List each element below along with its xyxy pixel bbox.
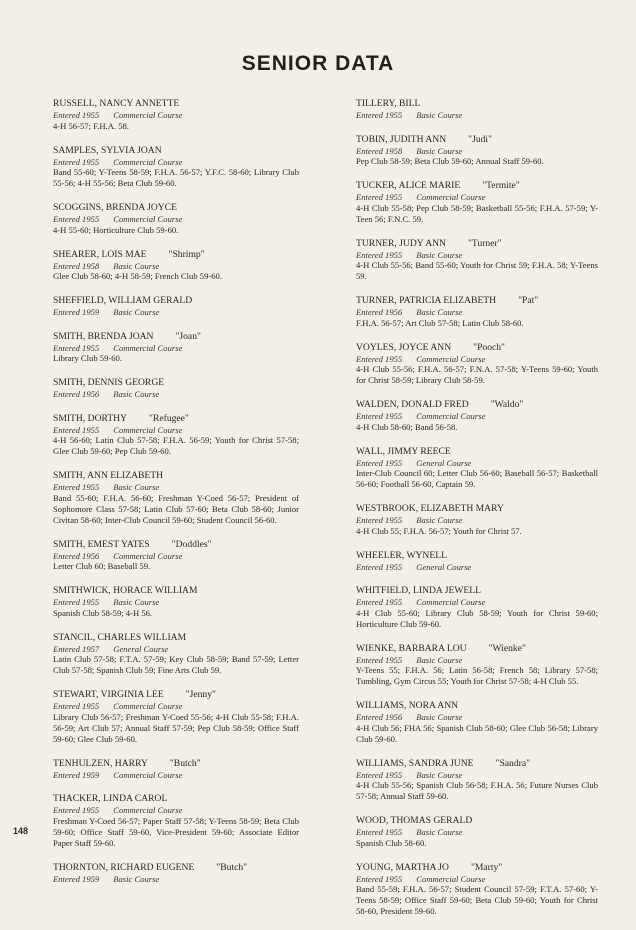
- senior-name: SCOGGINS, BRENDA JOYCE: [53, 202, 177, 213]
- entered-year: Entered 1955: [356, 457, 403, 468]
- senior-nickname: "Butch": [216, 861, 248, 873]
- senior-name-line: [356, 180, 598, 192]
- course-type: Basic Course: [416, 515, 463, 525]
- senior-name: TENHULZEN, HARRY: [53, 757, 148, 769]
- senior-activities: Library Club 59-60.: [53, 353, 122, 363]
- senior-nickname: "Shrimp": [168, 248, 205, 260]
- course-type: Basic Course: [113, 873, 160, 884]
- senior-enrollment: [53, 597, 299, 608]
- senior-name: TURNER, PATRICIA ELIZABETH: [356, 295, 497, 306]
- senior-name-line: [53, 249, 299, 261]
- senior-entry: [53, 862, 299, 885]
- senior-enrollment: [53, 389, 299, 400]
- course-type: Basic Course: [416, 827, 463, 837]
- senior-name-line: [356, 238, 598, 250]
- senior-enrollment: [356, 250, 598, 261]
- entered-year: Entered 1955: [356, 353, 403, 364]
- senior-enrollment: [356, 712, 598, 723]
- entered-year: Entered 1955: [53, 424, 100, 435]
- senior-name: WIENKE, BARBARA LOU: [356, 642, 467, 654]
- senior-enrollment: [53, 157, 299, 168]
- senior-entry: [356, 862, 598, 918]
- entered-year: Entered 1955: [356, 411, 403, 421]
- entered-year: Entered 1955: [53, 597, 100, 607]
- senior-name: SMITH, EMEST YATES: [53, 538, 150, 550]
- senior-activities: Band 55-59; F.H.A. 56-57; Student Council 57-59; F.T.A. 57-60; Y-Teens 58-59; Office Staff 59-60; Beta Club 59-60; Youth for Christ 58-60, President 59-60.: [356, 884, 598, 916]
- senior-name-line: [356, 295, 598, 307]
- entered-year: Entered 1959: [53, 307, 100, 317]
- senior-entry: [53, 413, 299, 458]
- page-number: 148: [13, 826, 29, 836]
- senior-entry: [53, 331, 299, 365]
- senior-entry: [356, 342, 598, 387]
- right-column: [356, 98, 598, 930]
- senior-name: SMITH, DENNIS GEORGE: [53, 377, 165, 388]
- senior-nickname: "Waldo": [490, 399, 524, 410]
- senior-name: THACKER, LINDA CAROL: [53, 793, 168, 804]
- senior-name: WALDEN, DONALD FRED: [356, 399, 469, 410]
- course-type: Commercial Course: [113, 342, 183, 353]
- senior-name: WESTBROOK, ELIZABETH MARY: [356, 503, 504, 514]
- senior-activities: Letter Club 60; Baseball 59.: [53, 561, 151, 571]
- course-type: Commercial Course: [416, 192, 486, 202]
- senior-activities: F.H.A. 56-57; Art Club 57-58; Latin Club 58-60.: [356, 317, 524, 328]
- course-type: Commercial Course: [416, 411, 486, 421]
- senior-entry: [53, 377, 299, 400]
- course-type: Basic Course: [416, 249, 463, 260]
- senior-enrollment: [356, 515, 598, 526]
- senior-entry: [356, 815, 598, 849]
- senior-name: WHEELER, WYNELL: [356, 549, 447, 561]
- senior-activities: 4-H 56-60; Latin Club 57-58; F.H.A. 56-59; Youth for Christ 57-58; Glee Club 59-60; Pep Club 59-60.: [53, 435, 299, 456]
- senior-name-line: [53, 585, 299, 597]
- senior-entry: [53, 470, 299, 526]
- senior-name-line: [53, 862, 299, 874]
- senior-activities: 4-H Club 56; FHA 56; Spanish Club 58-60; Glee Club 56-58; Library Club 59-60.: [356, 722, 598, 744]
- senior-enrollment: [53, 644, 299, 655]
- entered-year: Entered 1955: [53, 805, 100, 815]
- senior-entry: [356, 758, 598, 803]
- entered-year: Entered 1955: [356, 249, 403, 260]
- course-type: Basic Course: [416, 145, 463, 156]
- senior-entry: [356, 503, 598, 537]
- senior-name-line: [53, 295, 299, 307]
- senior-name-line: [53, 145, 299, 157]
- senior-name: WALL, JIMMY REECE: [356, 445, 451, 457]
- senior-enrollment: [53, 770, 299, 781]
- senior-name-line: [356, 399, 598, 411]
- senior-enrollment: [356, 192, 598, 203]
- senior-activities: 4-H 56-57; F.H.A. 58.: [53, 120, 129, 131]
- course-type: General Course: [113, 643, 169, 654]
- senior-entry: [53, 539, 299, 573]
- senior-activities: 4-H Club 58-60; Band 56-58.: [356, 421, 458, 432]
- entered-year: Entered 1958: [356, 145, 403, 156]
- course-type: Commercial Course: [113, 550, 183, 561]
- senior-enrollment: [356, 562, 598, 573]
- senior-name-line: [356, 862, 598, 874]
- senior-nickname: "Wienke": [488, 642, 526, 654]
- senior-activities: Latin Club 57-58; F.T.A. 57-59; Key Club 58-59; Band 57-59; Letter Club 57-58; Spanish Club 59; Fine Arts Club 59.: [53, 654, 299, 675]
- senior-activities: 4-H Club 55; F.H.A. 56-57; Youth for Christ 57.: [356, 525, 522, 536]
- senior-name: YOUNG, MARTHA JO: [356, 861, 449, 873]
- senior-name-line: [53, 413, 299, 425]
- senior-entry: [356, 550, 598, 573]
- senior-nickname: "Turner": [468, 237, 502, 249]
- course-type: Commercial Course: [416, 873, 486, 884]
- senior-name-line: [356, 758, 598, 770]
- senior-entry: [53, 249, 299, 283]
- senior-name-line: [53, 377, 299, 389]
- senior-name-line: [53, 331, 299, 343]
- senior-name: THORNTON, RICHARD EUGENE: [53, 861, 195, 873]
- entered-year: Entered 1955: [356, 192, 403, 202]
- senior-nickname: "Pat": [518, 295, 539, 306]
- senior-entry: [356, 134, 598, 168]
- entered-year: Entered 1955: [356, 873, 403, 884]
- senior-name: WHITFIELD, LINDA JEWELL: [356, 585, 481, 596]
- entered-year: Entered 1955: [356, 654, 403, 665]
- senior-name: WILLIAMS, SANDRA JUNE: [356, 757, 474, 769]
- senior-name-line: [53, 793, 299, 805]
- senior-name-line: [53, 98, 299, 110]
- senior-name: TUCKER, ALICE MARIE: [356, 180, 461, 191]
- senior-activities: 4-H Club 55-56; Spanish Club 56-58; F.H.A. 56; Future Nurses Club 57-58; Annual Staff 59-60.: [356, 780, 598, 801]
- senior-enrollment: [53, 214, 299, 225]
- senior-name-line: [356, 700, 598, 712]
- entered-year: Entered 1956: [356, 712, 403, 722]
- senior-name: TILLERY, BILL: [356, 98, 421, 109]
- senior-activities: Band 55-60; Y-Teens 58-59; F.H.A. 56-57; Y.F.C. 58-60; Library Club 55-56; 4-H 55-56; Beta Club 59-60.: [53, 167, 299, 188]
- senior-name-line: [356, 643, 598, 655]
- senior-name: SMITH, DORTHY: [53, 412, 128, 424]
- course-type: General Course: [416, 561, 472, 572]
- senior-name: STANCIL, CHARLES WILLIAM: [53, 631, 187, 643]
- senior-enrollment: [53, 261, 299, 272]
- entered-year: Entered 1956: [53, 550, 100, 561]
- senior-nickname: "Marty": [470, 861, 503, 873]
- senior-enrollment: [356, 655, 598, 666]
- senior-name: SMITH, ANN ELIZABETH: [53, 470, 164, 481]
- senior-enrollment: [356, 307, 598, 318]
- course-type: Basic Course: [113, 597, 160, 607]
- entered-year: Entered 1958: [53, 260, 100, 271]
- course-type: Basic Course: [113, 389, 160, 399]
- senior-activities: Pep Club 58-59; Beta Club 59-60; Annual Staff 59-60.: [356, 156, 544, 166]
- senior-entry: [53, 202, 299, 236]
- entered-year: Entered 1959: [53, 769, 100, 780]
- senior-nickname: "Joan": [175, 330, 201, 342]
- course-type: Commercial Course: [113, 214, 183, 224]
- senior-enrollment: [356, 458, 598, 469]
- course-type: Commercial Course: [113, 805, 183, 815]
- senior-name-line: [356, 550, 598, 562]
- senior-enrollment: [53, 307, 299, 318]
- senior-entry: [356, 446, 598, 491]
- senior-nickname: "Termite": [482, 180, 520, 191]
- senior-activities: Band 55-60; F.H.A. 56-60; Freshman Y-Coed 56-57; President of Sophomore Class 57-58; Latin Club 57-60; Beta Club 58-60; Junior Civitan 58-60; Inter-Club Council 59-60; Student Council 56-60.: [53, 492, 299, 525]
- senior-enrollment: [53, 551, 299, 562]
- senior-activities: Spanish Club 58-59; 4-H 56.: [53, 607, 153, 618]
- senior-entry: [53, 585, 299, 619]
- entered-year: Entered 1956: [356, 307, 403, 317]
- senior-entry: [53, 632, 299, 677]
- senior-name-line: [53, 689, 299, 701]
- senior-enrollment: [53, 805, 299, 816]
- entered-year: Entered 1955: [356, 561, 403, 572]
- entered-year: Entered 1957: [53, 643, 100, 654]
- senior-entry: [53, 98, 299, 132]
- senior-name: RUSSELL, NANCY ANNETTE: [53, 98, 180, 109]
- senior-enrollment: [53, 425, 299, 436]
- senior-nickname: "Sandra": [495, 757, 531, 769]
- entered-year: Entered 1955: [356, 110, 403, 120]
- page-title: SENIOR DATA: [241, 52, 395, 75]
- senior-enrollment: [356, 874, 598, 885]
- senior-activities: 4-H Club 55-56; F.H.A. 56-57; F.N.A. 57-58; Y-Teens 59-60; Youth for Christ 58-59; Library Club 58-59.: [356, 364, 598, 385]
- senior-nickname: "Pooch": [473, 341, 505, 353]
- senior-activities: Library Club 56-57; Freshman Y-Coed 55-56; 4-H Club 55-58; F.H.A. 56-59; Art Club 57; Annual Staff 57-59; Pep Club 58-59; Office Staff 59-60; Glee Club 59-60.: [53, 711, 299, 744]
- course-type: Basic Course: [416, 654, 463, 665]
- senior-enrollment: [356, 597, 598, 608]
- senior-name: TOBIN, JUDITH ANN: [356, 133, 447, 145]
- entered-year: Entered 1955: [356, 515, 403, 525]
- senior-activities: 4-H Club 55-56; Band 55-60; Youth for Christ 59; F.H.A. 58; Y-Teens 59.: [356, 260, 598, 281]
- senior-entry: [356, 98, 598, 121]
- senior-entry: [53, 689, 299, 745]
- senior-activities: 4-H 55-60; Horticulture Club 59-60.: [53, 224, 179, 235]
- senior-enrollment: [356, 146, 598, 157]
- senior-name: SHEFFIELD, WILLIAM GERALD: [53, 295, 193, 306]
- entered-year: Entered 1955: [356, 827, 403, 837]
- senior-activities: 4-H Club 55-60; Library Club 58-59; Youth for Christ 59-60; Horticulture Club 59-60.: [356, 607, 598, 629]
- entered-year: Entered 1955: [53, 342, 100, 353]
- course-type: Commercial Course: [113, 156, 183, 167]
- course-type: General Course: [416, 457, 472, 468]
- entered-year: Entered 1955: [53, 110, 100, 120]
- senior-name: WILLIAMS, NORA ANN: [356, 700, 459, 711]
- senior-enrollment: [53, 874, 299, 885]
- senior-activities: Y-Teens 55; F.H.A. 56; Latin 56-58; French 58; Library 57-58; Tumbling, Gym Circus 55; Youth for Christ 57-58; 4-H Club 55.: [356, 665, 598, 686]
- senior-entry: [356, 585, 598, 630]
- senior-nickname: "Butch": [169, 757, 201, 769]
- senior-entry: [53, 295, 299, 318]
- senior-name: SHEARER, LOIS MAE: [53, 248, 147, 260]
- senior-enrollment: [53, 343, 299, 354]
- senior-enrollment: [356, 354, 598, 365]
- senior-name: STEWART, VIRGINIA LEE: [53, 689, 164, 700]
- senior-entry: [53, 793, 299, 849]
- senior-entry: [53, 758, 299, 781]
- senior-enrollment: [53, 701, 299, 712]
- course-type: Basic Course: [113, 260, 160, 271]
- senior-name-line: [356, 134, 598, 146]
- senior-name-line: [53, 632, 299, 644]
- course-type: Basic Course: [416, 110, 463, 120]
- senior-enrollment: [356, 110, 598, 121]
- left-column: [53, 98, 299, 897]
- course-type: Basic Course: [113, 482, 160, 492]
- course-type: Basic Course: [416, 769, 463, 780]
- senior-entry: [356, 295, 598, 329]
- senior-name: SAMPLES, SYLVIA JOAN: [53, 144, 162, 156]
- course-type: Commercial Course: [113, 769, 183, 780]
- course-type: Basic Course: [416, 712, 463, 722]
- senior-entry: [356, 643, 598, 688]
- entered-year: Entered 1959: [53, 873, 100, 884]
- senior-name-line: [356, 342, 598, 354]
- senior-name: TURNER, JUDY ANN: [356, 237, 446, 249]
- senior-entry: [356, 238, 598, 283]
- course-type: Commercial Course: [416, 597, 486, 607]
- senior-name-line: [53, 539, 299, 551]
- senior-entry: [356, 700, 598, 745]
- senior-name-line: [356, 446, 598, 458]
- senior-nickname: "Refugee": [149, 412, 189, 424]
- senior-name: VOYLES, JOYCE ANN: [356, 341, 452, 353]
- senior-name-line: [356, 503, 598, 515]
- senior-name: SMITHWICK, HORACE WILLIAM: [53, 585, 198, 596]
- senior-activities: 4-H Club 55-58; Pep Club 58-59; Basketball 55-56; F.H.A. 57-59; Y-Teen 56; F.N.C. 59.: [356, 202, 598, 224]
- senior-activities: Freshman Y-Coed 56-57; Paper Staff 57-58; Y-Teens 58-59; Beta Club 59-60; Office Staff 59-60, Vice-President 59-60; Associate Editor Paper Staff 59-60.: [53, 815, 299, 848]
- senior-nickname: "Doddles": [171, 538, 212, 550]
- senior-nickname: "Judi": [468, 133, 492, 145]
- course-type: Basic Course: [113, 307, 160, 317]
- senior-entry: [356, 399, 598, 433]
- course-type: Basic Course: [416, 307, 463, 317]
- senior-enrollment: [53, 110, 299, 121]
- course-type: Commercial Course: [113, 701, 183, 711]
- senior-enrollment: [356, 770, 598, 781]
- senior-entry: [53, 145, 299, 190]
- course-type: Commercial Course: [416, 353, 486, 364]
- senior-name: SMITH, BRENDA JOAN: [53, 330, 154, 342]
- senior-name-line: [356, 98, 598, 110]
- course-type: Commercial Course: [113, 110, 183, 120]
- senior-activities: Inter-Club Council 60; Letter Club 56-60; Baseball 56-57; Basketball 56-60; Football 56-60, Captain 59.: [356, 468, 598, 489]
- course-type: Commercial Course: [113, 424, 183, 435]
- entered-year: Entered 1955: [356, 597, 403, 607]
- senior-name-line: [356, 815, 598, 827]
- senior-enrollment: [356, 411, 598, 422]
- entered-year: Entered 1955: [53, 156, 100, 167]
- entered-year: Entered 1955: [53, 482, 100, 492]
- entered-year: Entered 1956: [53, 389, 100, 399]
- senior-activities: Glee Club 58-60; 4-H 58-59; French Club 59-60.: [53, 271, 222, 281]
- entered-year: Entered 1955: [53, 214, 100, 224]
- senior-entry: [356, 180, 598, 225]
- senior-name-line: [356, 585, 598, 597]
- senior-activities: Spanish Club 58-60.: [356, 837, 427, 848]
- senior-name: WOOD, THOMAS GERALD: [356, 815, 473, 826]
- senior-name-line: [53, 202, 299, 214]
- senior-name-line: [53, 470, 299, 482]
- entered-year: Entered 1955: [356, 769, 403, 780]
- senior-name-line: [53, 758, 299, 770]
- senior-nickname: "Jenny": [185, 689, 216, 700]
- entered-year: Entered 1955: [53, 701, 100, 711]
- senior-enrollment: [53, 482, 299, 493]
- senior-enrollment: [356, 827, 598, 838]
